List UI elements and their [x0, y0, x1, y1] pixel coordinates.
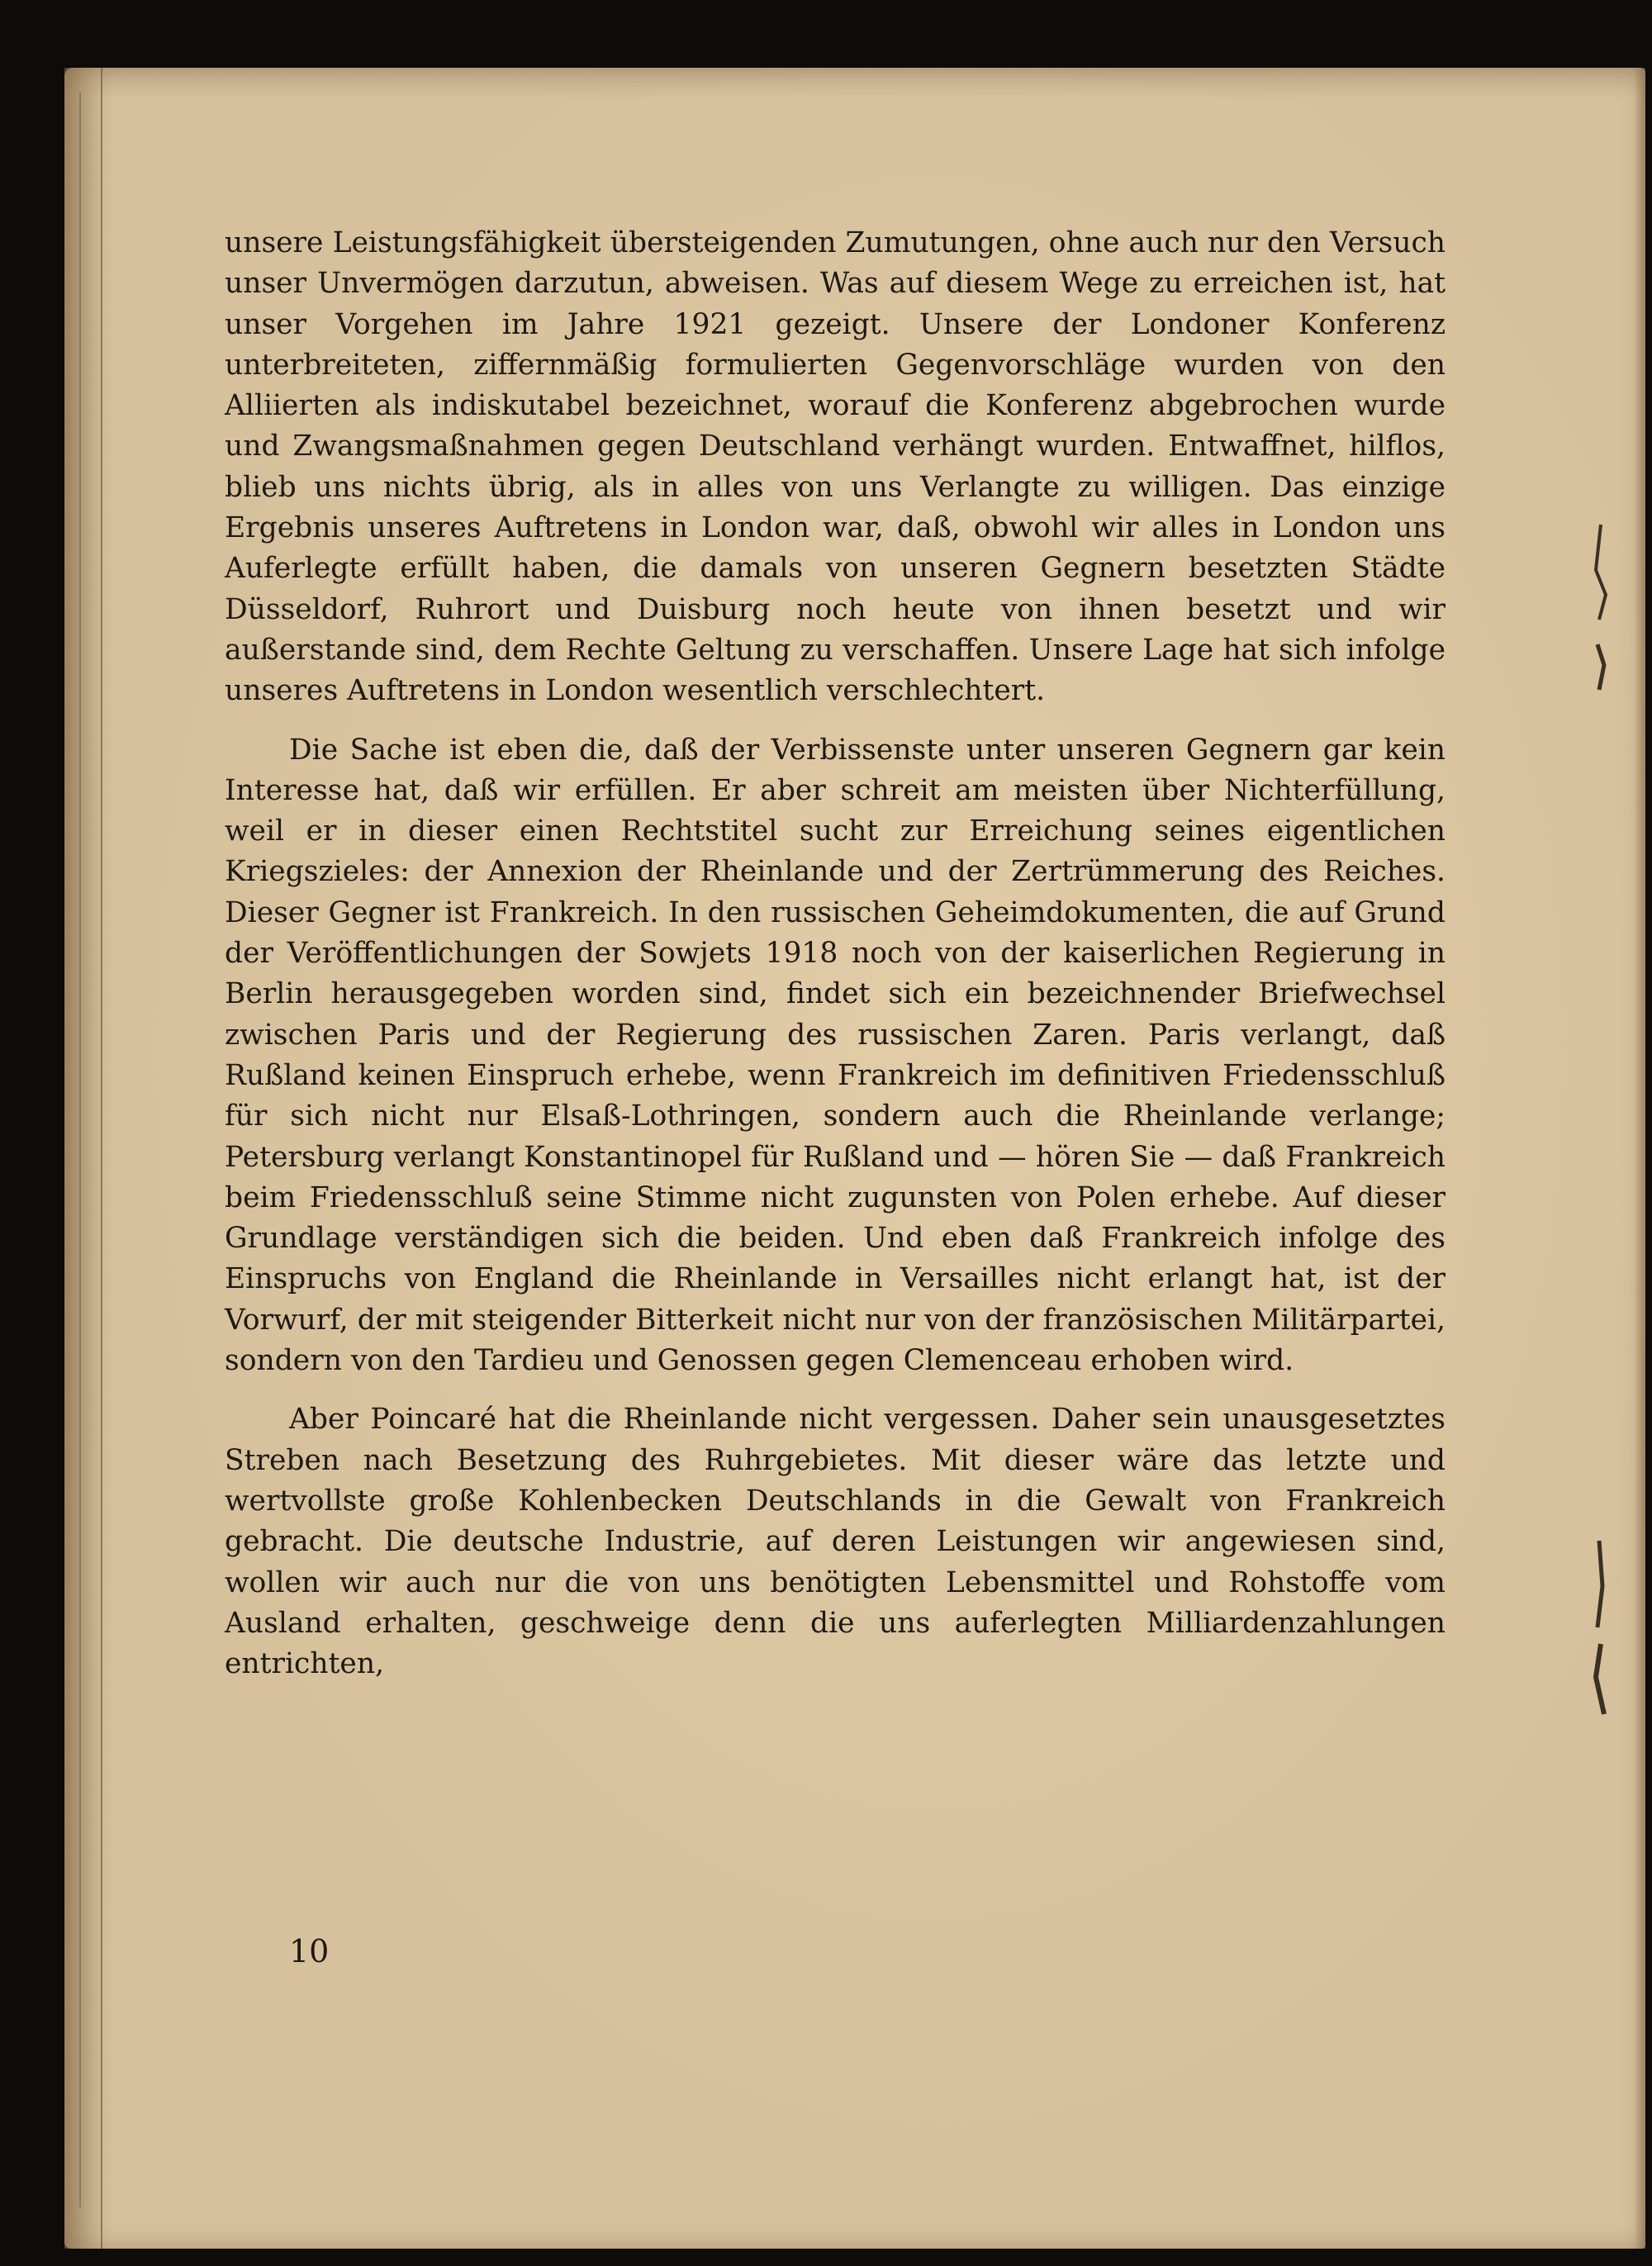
page-number: 10: [289, 1933, 330, 1969]
paragraph-3: Aber Poincaré hat die Rheinlande nicht vergessen. Daher sein unausgesetztes Streben nach Besetzung des Ruhrgebietes. Mit dieser wäre das letzte und wertvollste große Kohlenbecken Deutschlands in die Gewalt von Frankreich gebracht. Die deutsche Industrie, auf deren Leistungen wir angewiesen sind, wollen wir auch nur die von uns benötigten Lebensmittel und Rohstoffe vom Ausland erhalten, geschweige denn die uns auferlegten Milliardenzahlungen entrichten,: [225, 1403, 1446, 1681]
binding-line: [79, 93, 81, 2207]
paragraph-2: Die Sache ist eben die, daß der Verbissenste unter unseren Gegnern gar kein Interesse hat, daß wir erfüllen. Er aber schreit am meisten über Nichterfüllung, weil er in dieser einen Rechtstitel sucht zur Erreichung seines eigentlichen Kriegszieles: der Annexion der Rheinlande und der Zertrümmerung des Reiches. Dieser Gegner ist Frankreich. In den russischen Geheimdokumenten, die auf Grund der Veröffentlichungen der Sowjets 1918 noch von der kaiserlichen Regierung in Berlin herausgegeben worden sind, findet sich ein bezeichnender Briefwechsel zwischen Paris und der Regierung des russischen Zaren. Paris verlangt, daß Rußland keinen Einspruch erhebe, wenn Frankreich im definitiven Friedensschluß für sich nicht nur Elsaß-Lothringen, sondern auch die Rheinlande verlange; Petersburg verlangt Konstantinopel für Rußland und — hören Sie — daß Frankreich beim Friedensschluß seine Stimme nicht zugunsten von Polen erhebe. Auf dieser Grundlage verständigen sich die beiden. Und eben daß Frankreich infolge des Einspruchs von England die Rheinlande in Versailles nicht erlangt hat, ist der Vorwurf, der mit steigender Bitterkeit nicht nur von der französischen Militärpartei, sondern von den Tardieu und Genossen gegen Clemenceau erhoben wird.: [225, 733, 1446, 1378]
margin-thread-mark-upper: [1576, 520, 1626, 694]
paragraph-1: unsere Leistungsfähigkeit übersteigenden Zumutungen, ohne auch nur den Versuch unser Unvermögen darzutun, abweisen. Was auf diesem Wege zu erreichen ist, hat unser Vorgehen im Jahre 1921 gezeigt. Unsere der Londoner Konferenz unterbreiteten, ziffernmäßig formulierten Gegenvorschläge wurden von den Alliierten als indiskutabel bezeichnet, worauf die Konferenz abgebrochen wurde und Zwangsmaßnahmen gegen Deutschland verhängt wurden. Entwaffnet, hilflos, blieb uns nichts übrig, als in alles von uns Verlangte zu willigen. Das einzige Ergebnis unseres Auftretens in London war, daß, obwohl wir alles in London uns Auferlegte erfüllt haben, die damals von unseren Gegnern besetzten Städte Düsseldorf, Ruhrort und Duisburg noch heute von ihnen besetzt und wir außerstande sind, dem Rechte Geltung zu verschaffen. Unsere Lage hat sich infolge unseres Auftretens in London wesentlich verschlechtert.: [225, 226, 1446, 708]
page-right-edge: [1634, 68, 1645, 2249]
binding-edge: [64, 68, 102, 2249]
body-text: [225, 223, 1446, 1684]
margin-thread-mark-lower: [1576, 1537, 1626, 1718]
